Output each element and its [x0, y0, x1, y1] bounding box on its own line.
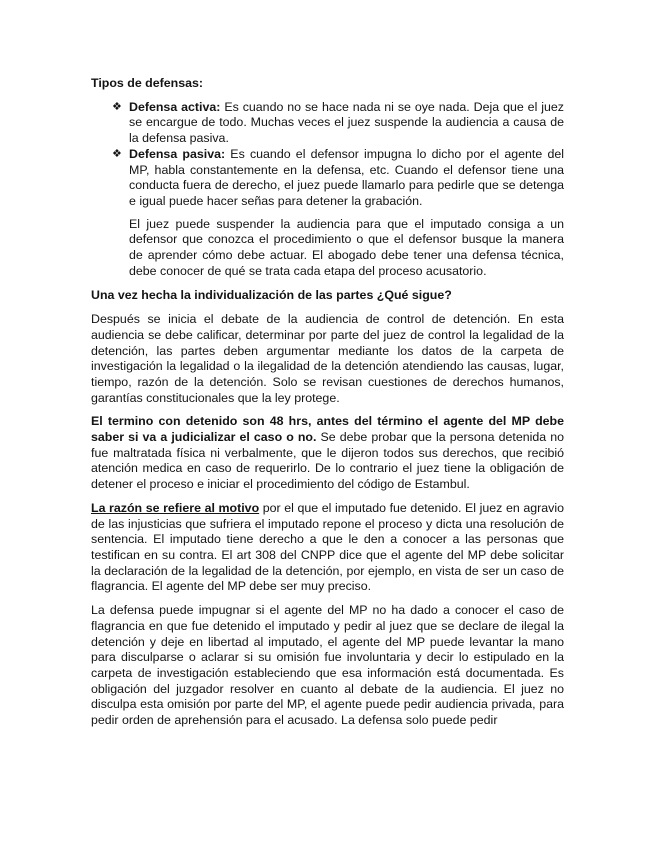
defense-types-list	[91, 100, 564, 210]
paragraph-4: La defensa puede impugnar si el agente del MP no ha dado a conocer el caso de flagrancia en que fue detenido el imputado y pedir al juez que se declare de ilegal la detención y deje en libertad al imputado, el agente del MP puede levantar la mano para disculparse o aclarar si su omisión fue involuntaria y decir lo estipulado en la carpeta de investigación estableciendo que esa información está documentada. Es obligación del juzgador resolver en cuanto al debate de la audiencia. El juez no disculpa esta omisión por parte del MP, el agente puede pedir audiencia privada, para pedir orden de aprehensión para el acusado. La defensa solo puede pedir	[91, 603, 564, 728]
paragraph-2-text: Se debe probar que la persona detenida no fue maltratada física ni verbalmente, que le dijeron todos sus derechos, que recibió atención medica en caso de requerirlo. De lo contrario el juez tiene la obligación de detener el proceso e iniciar el procedimiento del código de Estambul.	[91, 430, 564, 492]
indented-paragraph: El juez puede suspender la audiencia para que el imputado consiga a un defensor que conozca el procedimiento o que el defensor busque la manera de aprender cómo debe actuar. El abogado debe tener una defensa técnica, debe conocer de qué se trata cada etapa del proceso acusatorio.	[129, 216, 564, 278]
paragraph-3-text: por el que el imputado fue detenido. El juez en agravio de las injusticias que sufriera el imputado repone el proceso y dicta una resolución de sentencia. El imputado tiene derecho a que le den a conocer a las personas que testifican en su contra. El art 308 del CNPP dice que el agente del MP debe solicitar la declaración de la legalidad de la detención, por ejemplo, en vista de ser un caso de flagrancia. El agente del MP debe ser muy preciso.	[91, 500, 564, 594]
list-item	[91, 100, 564, 147]
paragraph-2-bold: El termino con detenido son 48 hrs, antes del término el agente del MP debe saber si va a judicializar el caso o no.	[91, 414, 564, 445]
section-title: Tipos de defensas:	[91, 76, 204, 90]
diamond-bullet-icon: ❖	[112, 100, 122, 113]
bullet-term: Defensa activa:	[129, 99, 221, 114]
paragraph-1: Después se inicia el debate de la audiencia de control de detención. En esta audiencia se debe calificar, determinar por parte del juez de control la legalidad de la detención, las partes deben argumentar mediante los datos de la carpeta de investigación la legalidad o la ilegalidad de la detención atendiendo las causas, lugar, tiempo, razón de la detención. Solo se revisan cuestiones de derechos humanos, garantías constitucionales que la ley protege.	[91, 312, 564, 405]
bullet-term: Defensa pasiva:	[129, 146, 226, 161]
list-item	[91, 147, 564, 210]
bullet-text: Es cuando el defensor impugna lo dicho por el agente del MP, habla constantemente en la defensa, etc. Cuando el defensor tiene una conducta fuera de derecho, el juez puede llamarlo para pedirle que se detenga e igual puede hacer señas para detener la grabación.	[129, 146, 564, 208]
document-page	[91, 76, 564, 737]
diamond-bullet-icon: ❖	[112, 147, 122, 160]
paragraph-3	[91, 501, 564, 595]
paragraph-2	[91, 414, 564, 493]
question-heading: Una vez hecha la individualización de las partes ¿Qué sigue?	[91, 288, 452, 303]
paragraph-3-underlined: La razón se refiere al motivo	[91, 500, 260, 515]
bullet-text: Es cuando no se hace nada ni se oye nada. Deja que el juez se encargue de todo. Muchas veces el juez suspende la audiencia a causa de la defensa pasiva.	[129, 99, 564, 146]
